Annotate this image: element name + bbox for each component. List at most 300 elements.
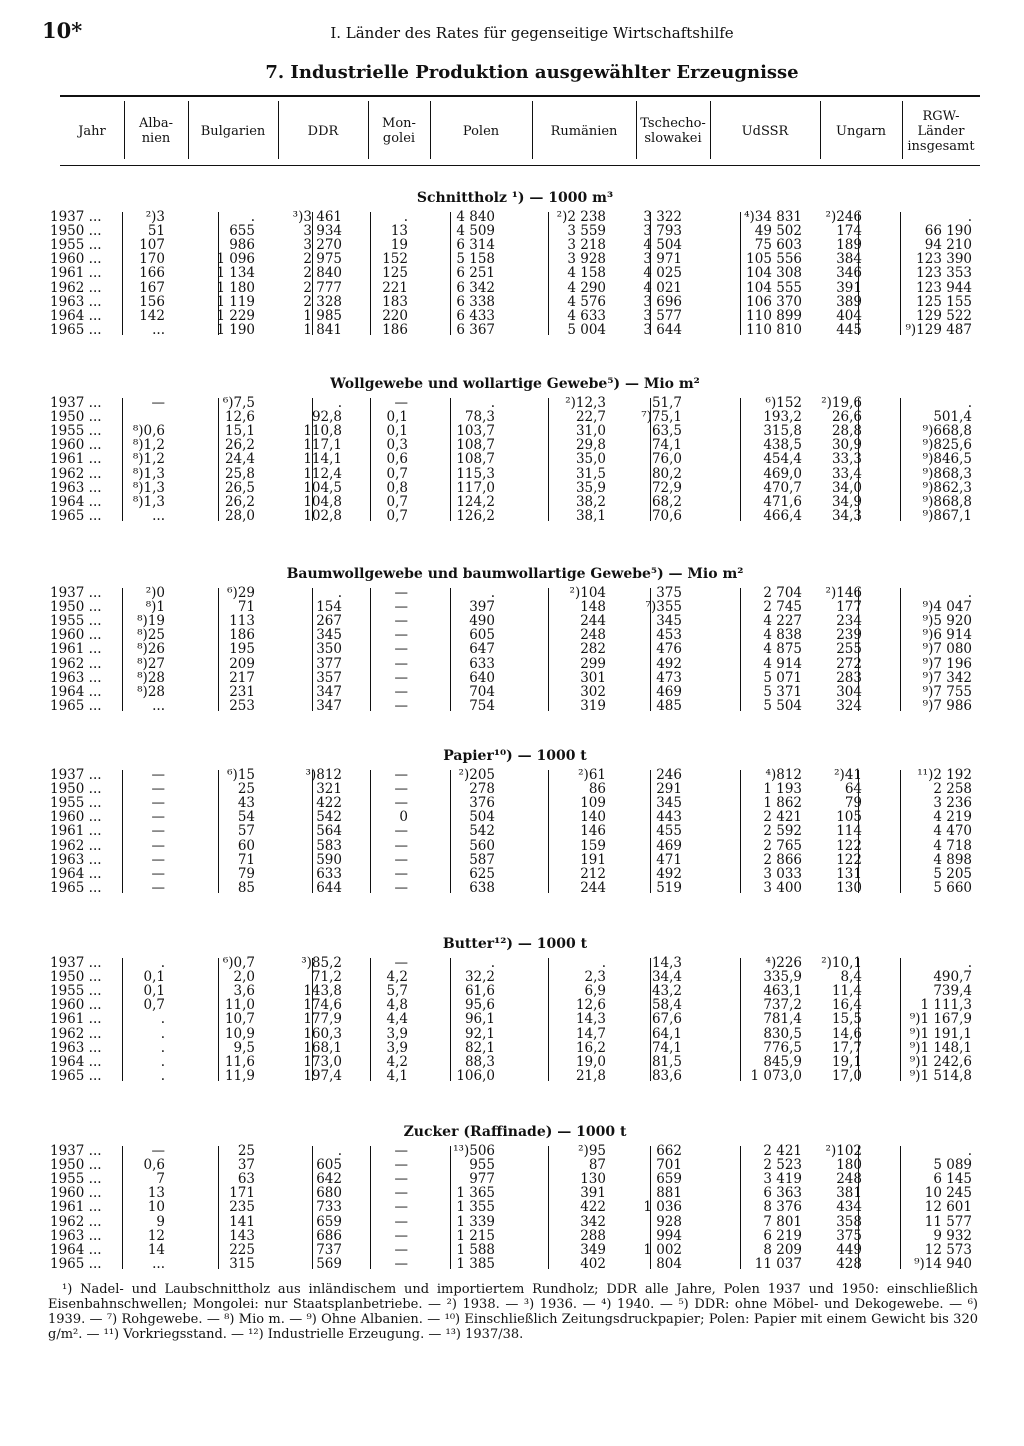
value-cell: 377 (316, 655, 342, 672)
value-cell: 587 (469, 851, 495, 868)
value-cell: 94 210 (924, 237, 972, 254)
value-cell: 5 089 (933, 1157, 972, 1174)
value-cell: ²)61 (578, 767, 606, 783)
column-divider (820, 101, 821, 159)
column-rule (548, 958, 549, 1081)
year-cell: 1937 ... (50, 209, 102, 225)
value-cell: 26,2 (224, 493, 255, 510)
table-row (50, 1041, 980, 1055)
value-cell: 74,1 (651, 1039, 682, 1056)
value-cell: 29,8 (575, 437, 606, 454)
value-cell: ²)102 (825, 1143, 862, 1159)
value-cell: 0,8 (386, 479, 408, 496)
value-cell: 248 (836, 1171, 862, 1188)
value-cell: 26,5 (224, 479, 255, 496)
value-cell: 113 (229, 613, 255, 630)
value-cell: 389 (836, 293, 862, 310)
value-cell: . (967, 585, 972, 601)
value-cell: ⁹)14 940 (914, 1255, 972, 1272)
column-rule (858, 588, 859, 711)
value-cell: — (394, 1185, 408, 1202)
value-cell: 38,2 (575, 493, 606, 510)
table-row (50, 839, 980, 853)
value-cell: 12,6 (224, 409, 255, 426)
value-cell: 3 033 (763, 865, 802, 882)
value-cell: 638 (469, 879, 495, 896)
value-cell: ⁹)1 242,6 (909, 1053, 972, 1070)
year-cell: 1937 ... (50, 585, 102, 601)
year-cell: 1963 ... (50, 1227, 102, 1244)
value-cell: 87 (588, 1157, 606, 1174)
value-cell: 11,0 (224, 997, 255, 1014)
value-cell: — (151, 879, 165, 896)
value-cell: 71,2 (311, 969, 342, 986)
column-header: Rumänien (550, 123, 618, 139)
value-cell: 3 644 (643, 321, 682, 338)
value-cell: 402 (580, 1255, 606, 1272)
value-cell: 1 180 (216, 279, 255, 296)
value-cell: 107 (139, 237, 165, 254)
value-cell: 68,2 (651, 493, 682, 510)
value-cell: 104 555 (746, 279, 802, 296)
value-cell: ³)85,2 (301, 955, 342, 971)
year-cell: 1960 ... (50, 437, 102, 454)
value-cell: 5 205 (933, 865, 972, 882)
value-cell: 35,0 (575, 451, 606, 468)
value-cell: 15,1 (224, 423, 255, 440)
table-row (50, 642, 980, 656)
value-cell: 438,5 (763, 437, 802, 454)
value-cell: 174 (836, 223, 862, 240)
table-row (50, 782, 980, 796)
table-row (50, 1027, 980, 1041)
footnotes (48, 1282, 978, 1342)
footnote-text: ¹) Nadel- und Laubschnittholz aus inländischem und importiertem Rundholz; DDR alle Jahre, Polen 1937 und 1950: einschließlich Eisenbahnschwellen; Mongolei: nur Staatsplanbetriebe. — ²) 1938. — ³) 1936. — ⁴) 1940. — ⁵) DDR: ohne Möbel- und Dekogewebe. — ⁶) 1939. — ⁷) Rohgewebe. — ⁸) Mio m. — ⁹) Ohne Albanien. — ¹⁰) Einschließlich Zeitungsdruckpapier; Polen: Papier mit einem Gewicht bis 320 g/m². — ¹¹) Vorkriegsstand. — ¹²) Industrielle Erzeugung. — ¹³) 1937/38. (48, 1282, 978, 1342)
value-cell: ⁹)868,3 (922, 465, 972, 482)
value-cell: 109 (580, 795, 606, 812)
value-cell: 193,2 (763, 409, 802, 426)
table-row (50, 210, 980, 224)
column-rule (122, 398, 123, 521)
year-cell: 1965 ... (50, 879, 102, 896)
value-cell: — (394, 669, 408, 686)
column-rule (650, 588, 651, 711)
value-cell: 104,8 (303, 493, 342, 510)
column-divider (188, 101, 189, 159)
value-cell: 64,1 (651, 1025, 682, 1042)
value-cell: 2 421 (763, 1143, 802, 1159)
table-row (50, 452, 980, 466)
value-cell: 3 270 (303, 237, 342, 254)
section-title: Papier¹⁰) — 1000 t (443, 748, 587, 764)
value-cell: 375 (656, 585, 682, 601)
value-cell: 80,2 (651, 465, 682, 482)
value-cell: 126,2 (456, 507, 495, 524)
value-cell: 4 470 (933, 823, 972, 840)
value-cell: — (394, 655, 408, 672)
value-cell: ⁹)868,8 (922, 493, 972, 510)
value-cell: 1 111,3 (920, 997, 972, 1014)
value-cell: — (394, 599, 408, 616)
value-cell: 11 577 (924, 1213, 972, 1230)
year-cell: 1955 ... (50, 613, 102, 630)
value-cell: 490 (469, 613, 495, 630)
value-cell: . (967, 955, 972, 971)
year-cell: 1955 ... (50, 423, 102, 440)
value-cell: 2,3 (584, 969, 606, 986)
value-cell: ²)2 238 (556, 209, 606, 225)
value-cell: 2 840 (303, 265, 342, 282)
column-divider (430, 101, 431, 159)
year-cell: 1962 ... (50, 279, 102, 296)
value-cell: 246 (656, 767, 682, 783)
value-cell: ⁸)1,2 (132, 451, 165, 468)
value-cell: 384 (836, 251, 862, 268)
value-cell: — (394, 1157, 408, 1174)
value-cell: 1 339 (456, 1213, 495, 1230)
value-cell: ⁸)19 (137, 613, 165, 630)
value-cell: 4 840 (456, 209, 495, 225)
year-cell: 1961 ... (50, 1011, 102, 1028)
value-cell: 422 (316, 795, 342, 812)
value-cell: ⁹)5 920 (922, 613, 972, 630)
value-cell: 129 522 (916, 307, 972, 324)
column-rule (858, 1146, 859, 1269)
value-cell: 737,2 (763, 997, 802, 1014)
value-cell: 6 219 (763, 1227, 802, 1244)
column-rule (900, 212, 901, 335)
value-cell: 123 390 (916, 251, 972, 268)
year-cell: 1960 ... (50, 627, 102, 644)
year-cell: 1937 ... (50, 767, 102, 783)
value-cell: 4 504 (643, 237, 682, 254)
value-cell: 470,7 (763, 479, 802, 496)
value-cell: ⁴)812 (765, 767, 802, 783)
value-cell: 881 (656, 1185, 682, 1202)
value-cell: 34,9 (831, 493, 862, 510)
value-cell: 3,9 (386, 1039, 408, 1056)
value-cell: 6 145 (933, 1171, 972, 1188)
value-cell: 928 (656, 1213, 682, 1230)
value-cell: 315,8 (763, 423, 802, 440)
year-cell: 1961 ... (50, 823, 102, 840)
value-cell: 1 002 (643, 1241, 682, 1258)
value-cell: 659 (316, 1213, 342, 1230)
value-cell: 167 (139, 279, 165, 296)
table-row (50, 1257, 980, 1271)
value-cell: 28,0 (224, 507, 255, 524)
value-cell: — (151, 837, 165, 854)
value-cell: 739,4 (933, 983, 972, 1000)
value-cell: 217 (229, 669, 255, 686)
value-cell: ⁶)29 (227, 585, 255, 601)
value-cell: 75 603 (754, 237, 802, 254)
value-cell: 104,5 (303, 479, 342, 496)
value-cell: 0,7 (386, 507, 408, 524)
table-row (50, 768, 980, 782)
value-cell: 244 (580, 613, 606, 630)
year-cell: 1963 ... (50, 1039, 102, 1056)
column-divider (278, 101, 279, 159)
value-cell: 81,5 (651, 1053, 682, 1070)
table-row (50, 467, 980, 481)
column-rule (650, 770, 651, 893)
value-cell: ... (152, 507, 165, 524)
value-cell: 54 (237, 809, 255, 826)
value-cell: 754 (469, 697, 495, 714)
value-cell: — (394, 767, 408, 783)
value-cell: 2 704 (763, 585, 802, 601)
value-cell: 449 (836, 1241, 862, 1258)
value-cell: — (394, 795, 408, 812)
value-cell: 83,6 (651, 1067, 682, 1084)
column-header: RGW- Länder insgesamt (907, 108, 975, 154)
column-rule (370, 212, 371, 335)
value-cell: ⁷)75,1 (641, 409, 682, 426)
value-cell: . (160, 1025, 165, 1042)
value-cell: 221 (382, 279, 408, 296)
year-cell: 1963 ... (50, 293, 102, 310)
value-cell: 662 (656, 1143, 682, 1159)
column-rule (122, 1146, 123, 1269)
value-cell: ⁹)6 914 (922, 627, 972, 644)
value-cell: — (394, 641, 408, 658)
year-cell: 1963 ... (50, 851, 102, 868)
value-cell: ³)3 461 (292, 209, 342, 225)
value-cell: ²)3 (145, 209, 165, 225)
value-cell: ⁹)867,1 (922, 507, 972, 524)
value-cell: 33,4 (831, 465, 862, 482)
value-cell: 174,6 (303, 997, 342, 1014)
value-cell: 633 (469, 655, 495, 672)
value-cell: 51,7 (651, 395, 682, 411)
column-rule (370, 1146, 371, 1269)
value-cell: — (394, 879, 408, 896)
value-cell: ²)95 (578, 1143, 606, 1159)
table-row (50, 699, 980, 713)
value-cell: 404 (836, 307, 862, 324)
value-cell: 0,7 (386, 493, 408, 510)
value-cell: 977 (469, 1171, 495, 1188)
value-cell: . (490, 955, 495, 971)
value-cell: 209 (229, 655, 255, 672)
value-cell: — (394, 585, 408, 601)
value-cell: 2,0 (233, 969, 255, 986)
value-cell: 67,6 (651, 1011, 682, 1028)
table-row (50, 438, 980, 452)
value-cell: 14,7 (575, 1025, 606, 1042)
column-header: Bulgarien (200, 123, 266, 139)
value-cell: 11,4 (831, 983, 862, 1000)
value-cell: 3,6 (233, 983, 255, 1000)
value-cell: 463,1 (763, 983, 802, 1000)
value-cell: ⁹)7 755 (922, 683, 972, 700)
value-cell: 114,1 (303, 451, 342, 468)
table-row (50, 1055, 980, 1069)
column-rule (218, 1146, 219, 1269)
table-row (50, 238, 980, 252)
value-cell: — (394, 1227, 408, 1244)
value-cell: 255 (836, 641, 862, 658)
value-cell: ⁶)0,7 (222, 955, 255, 971)
value-cell: 122 (836, 851, 862, 868)
year-cell: 1963 ... (50, 479, 102, 496)
value-cell: 347 (316, 683, 342, 700)
value-cell: 171 (229, 1185, 255, 1202)
year-cell: 1960 ... (50, 809, 102, 826)
column-rule (858, 770, 859, 893)
table-row (50, 853, 980, 867)
value-cell: ⁹)1 148,1 (909, 1039, 972, 1056)
value-cell: — (394, 955, 408, 971)
table-row (50, 252, 980, 266)
value-cell: ⁶)15 (227, 767, 255, 783)
column-rule (650, 212, 651, 335)
table-row (50, 1172, 980, 1186)
column-header: Jahr (78, 123, 106, 139)
value-cell: 11,9 (224, 1067, 255, 1084)
value-cell: 4 718 (933, 837, 972, 854)
value-cell: 22,7 (575, 409, 606, 426)
value-cell: ⁸)0,6 (132, 423, 165, 440)
value-cell: 63,5 (651, 423, 682, 440)
value-cell: 141 (229, 1213, 255, 1230)
value-cell: 123 353 (916, 265, 972, 282)
year-cell: 1962 ... (50, 1213, 102, 1230)
value-cell: 542 (316, 809, 342, 826)
value-cell: 1 119 (216, 293, 255, 310)
table-row (50, 266, 980, 280)
value-cell: — (394, 865, 408, 882)
column-rule (900, 1146, 901, 1269)
value-cell: 148 (580, 599, 606, 616)
year-cell: 1964 ... (50, 1053, 102, 1070)
value-cell: ⁸)25 (137, 627, 165, 644)
value-cell: 92,1 (464, 1025, 495, 1042)
value-cell: 476 (656, 641, 682, 658)
value-cell: 32,2 (464, 969, 495, 986)
value-cell: 26,2 (224, 437, 255, 454)
page-number: 10* (42, 18, 83, 43)
value-cell: 106,0 (456, 1067, 495, 1084)
value-cell: 34,3 (831, 507, 862, 524)
value-cell: 319 (580, 697, 606, 714)
value-cell: 5,7 (386, 983, 408, 1000)
value-cell: 2 975 (303, 251, 342, 268)
value-cell: 659 (656, 1171, 682, 1188)
table-row (50, 600, 980, 614)
value-cell: 485 (656, 697, 682, 714)
value-cell: 454,4 (763, 451, 802, 468)
value-cell: 3 696 (643, 293, 682, 310)
column-divider (636, 101, 637, 159)
column-rule (370, 398, 371, 521)
table-row (50, 1012, 980, 1026)
value-cell: — (151, 851, 165, 868)
value-cell: 225 (229, 1241, 255, 1258)
year-cell: 1965 ... (50, 1067, 102, 1084)
column-rule (740, 770, 741, 893)
value-cell: 231 (229, 683, 255, 700)
value-cell: 4 914 (763, 655, 802, 672)
value-cell: 21,8 (575, 1067, 606, 1084)
value-cell: . (490, 585, 495, 601)
value-cell: 4 021 (643, 279, 682, 296)
column-rule (370, 958, 371, 1081)
year-cell: 1961 ... (50, 1199, 102, 1216)
column-rule (312, 1146, 313, 1269)
value-cell: 501,4 (933, 409, 972, 426)
year-cell: 1961 ... (50, 641, 102, 658)
value-cell: 17,0 (831, 1067, 862, 1084)
value-cell: ⁸)1,3 (132, 493, 165, 510)
value-cell: 3 934 (303, 223, 342, 240)
table-title: 7. Industrielle Produktion ausgewählter Erzeugnisse (265, 62, 799, 83)
column-rule (122, 212, 123, 335)
value-cell: ²)12,3 (565, 395, 606, 411)
value-cell: 0,1 (386, 423, 408, 440)
value-cell: 189 (836, 237, 862, 254)
value-cell: 342 (580, 1213, 606, 1230)
year-cell: 1950 ... (50, 1157, 102, 1174)
value-cell: 680 (316, 1185, 342, 1202)
value-cell: 173,0 (303, 1053, 342, 1070)
value-cell: 4 158 (567, 265, 606, 282)
value-cell: 0,1 (386, 409, 408, 426)
value-cell: 5 371 (763, 683, 802, 700)
column-divider (902, 101, 903, 159)
value-cell: 2 258 (933, 781, 972, 798)
value-cell: 302 (580, 683, 606, 700)
value-cell: 33,3 (831, 451, 862, 468)
value-cell: 25 (237, 1143, 255, 1159)
value-cell: 1 365 (456, 1185, 495, 1202)
column-rule (740, 958, 741, 1081)
column-rule (450, 1146, 451, 1269)
value-cell: 4 633 (567, 307, 606, 324)
section-title: Zucker (Raffinade) — 1000 t (403, 1124, 627, 1140)
value-cell: 3 236 (933, 795, 972, 812)
value-cell: 564 (316, 823, 342, 840)
value-cell: 63 (237, 1171, 255, 1188)
value-cell: 3 419 (763, 1171, 802, 1188)
value-cell: ⁸)26 (137, 641, 165, 658)
value-cell: — (151, 823, 165, 840)
value-cell: 4 875 (763, 641, 802, 658)
table-row (50, 586, 980, 600)
value-cell: 1 215 (456, 1227, 495, 1244)
value-cell: 686 (316, 1227, 342, 1244)
year-cell: 1950 ... (50, 781, 102, 798)
value-cell: ⁹)1 191,1 (909, 1025, 972, 1042)
value-cell: 82,1 (464, 1039, 495, 1056)
year-cell: 1950 ... (50, 409, 102, 426)
year-cell: 1964 ... (50, 865, 102, 882)
value-cell: 38,1 (575, 507, 606, 524)
value-cell: ²)19,6 (821, 395, 862, 411)
value-cell: 2 866 (763, 851, 802, 868)
value-cell: 74,1 (651, 437, 682, 454)
year-cell: 1937 ... (50, 955, 102, 971)
value-cell: 34,4 (651, 969, 682, 986)
column-rule (650, 958, 651, 1081)
value-cell: 301 (580, 669, 606, 686)
value-cell: 117,0 (456, 479, 495, 496)
value-cell: 357 (316, 669, 342, 686)
table-row (50, 1158, 980, 1172)
value-cell: ⁸)27 (137, 655, 165, 672)
value-cell: 195 (229, 641, 255, 658)
